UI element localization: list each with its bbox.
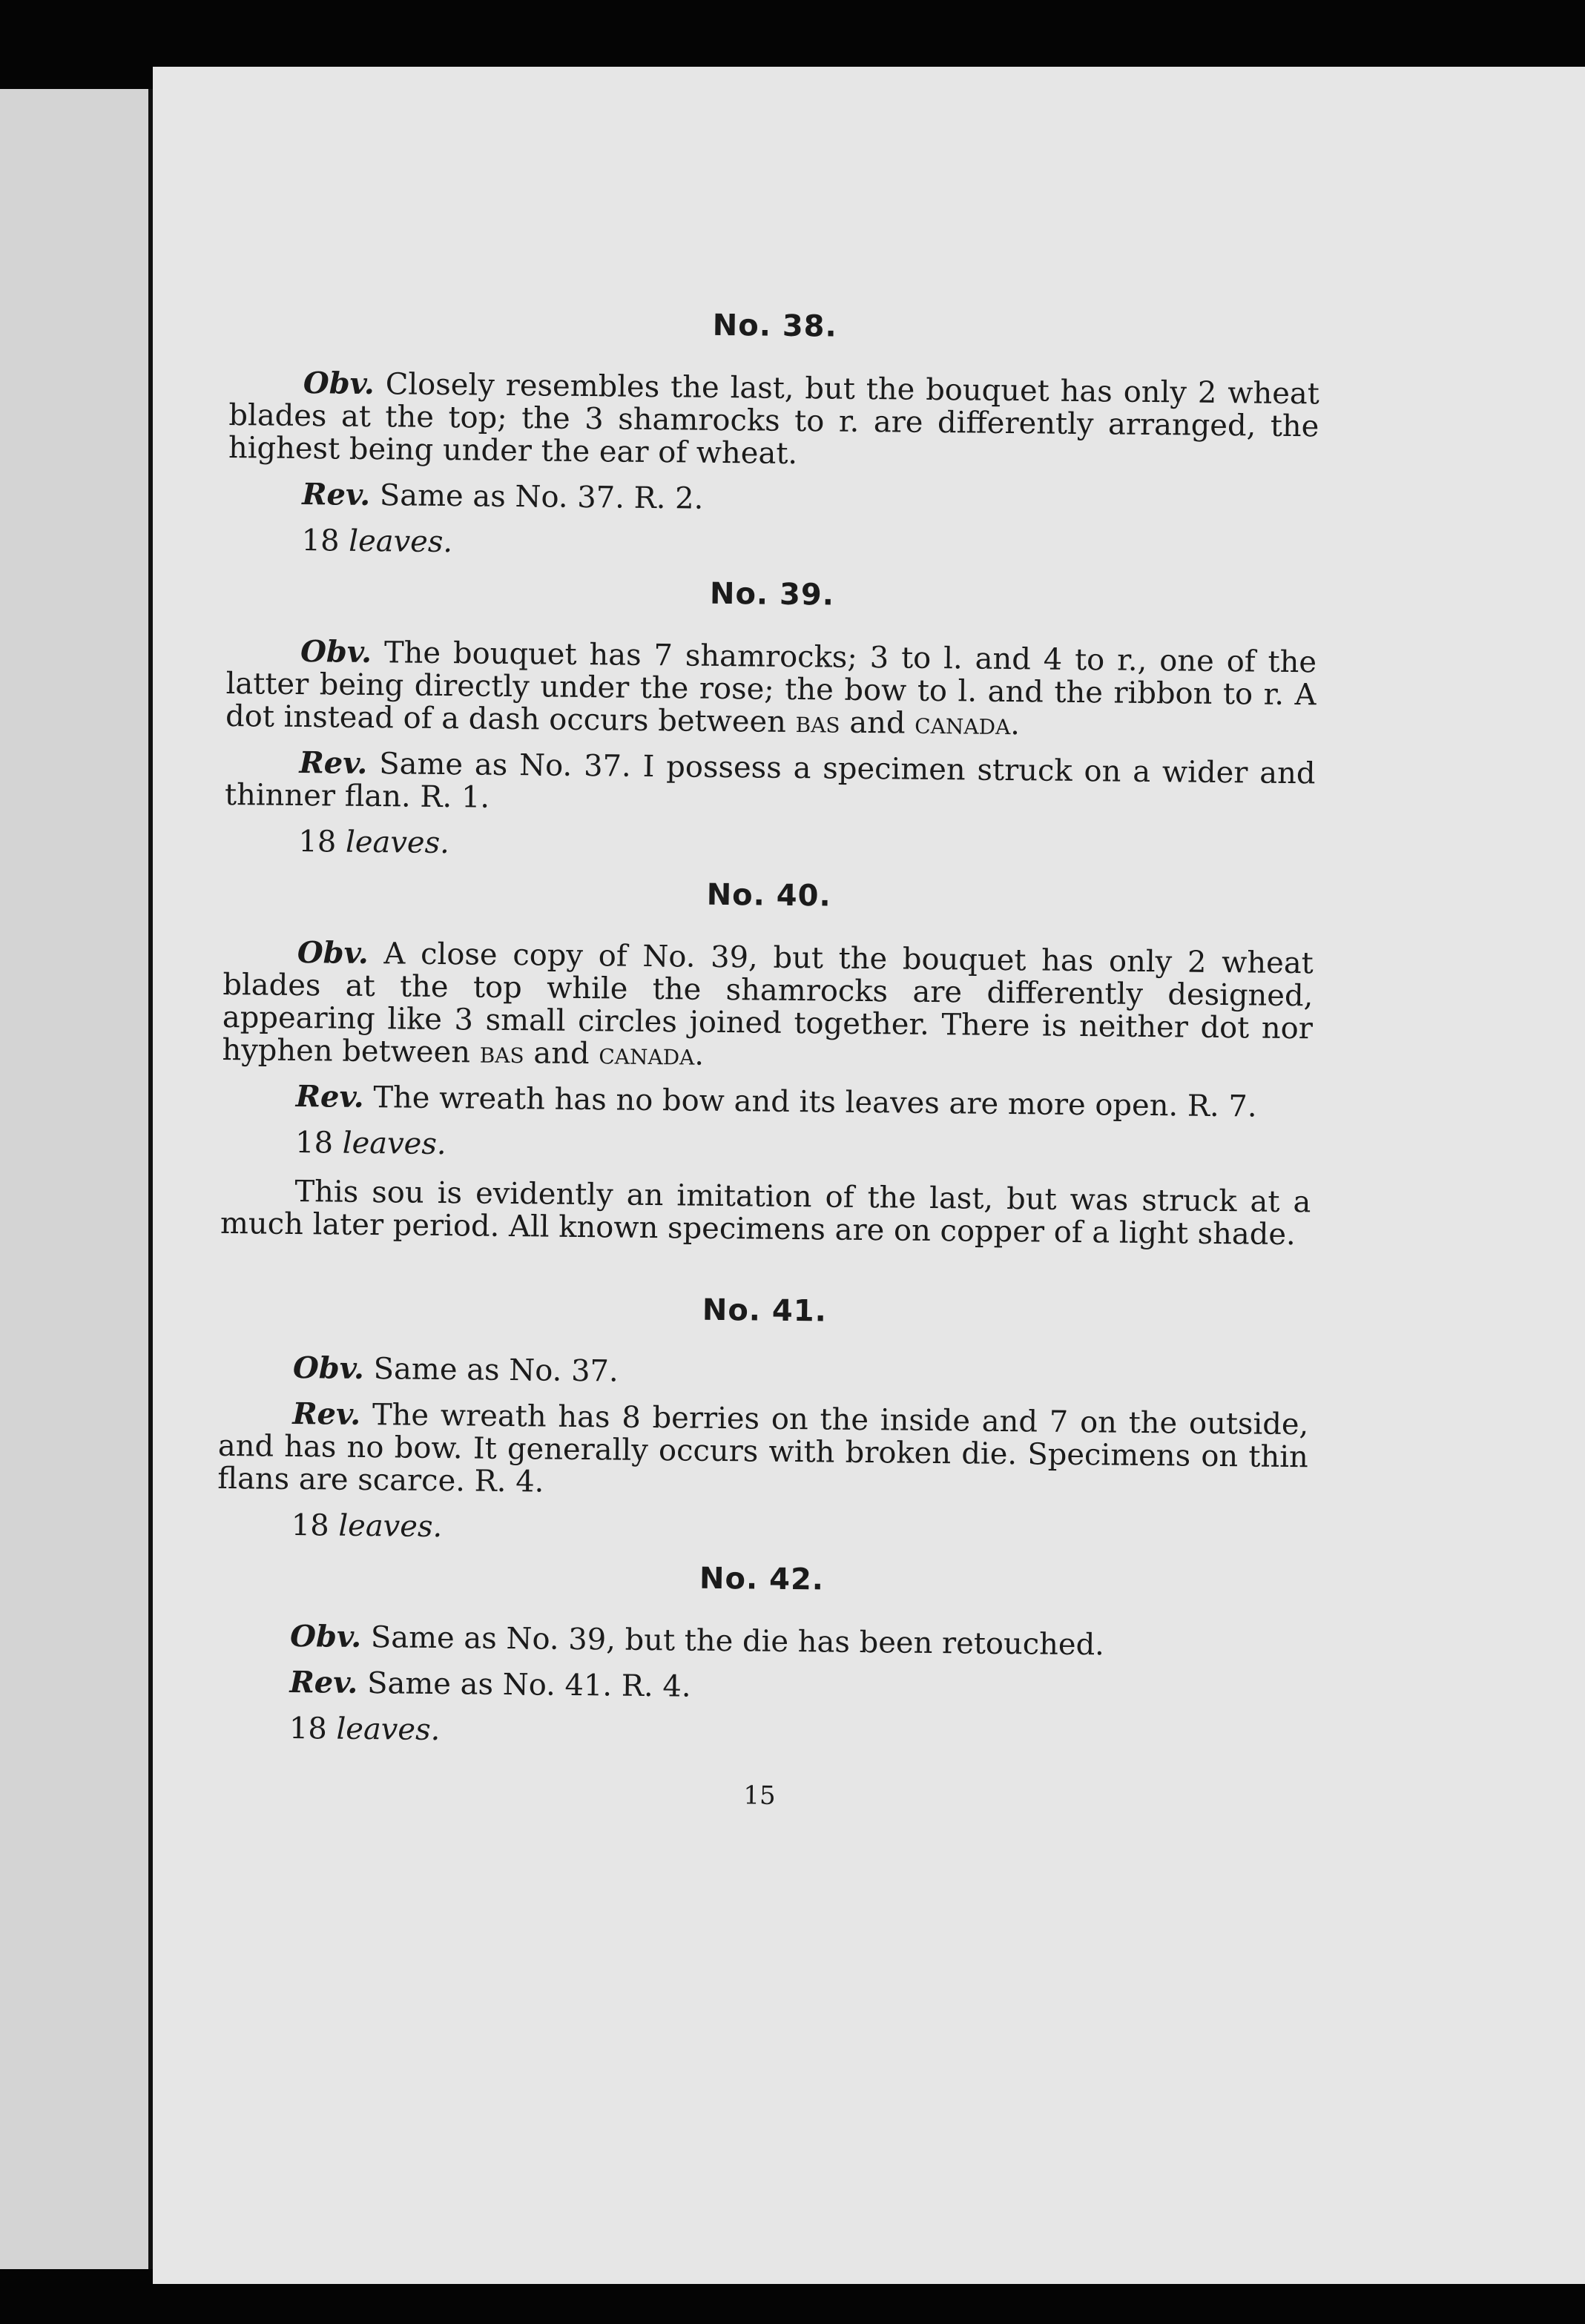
leaves-count [295, 1126, 1311, 1169]
leaves-word: leaves. [342, 1126, 446, 1162]
reverse-text: Same as No. 41. R. 4. [357, 1666, 691, 1704]
leaves-number: 18 [294, 1125, 343, 1161]
legend-word-canada: canada [599, 1037, 695, 1072]
leaves-count [289, 1712, 1305, 1755]
reverse-text: The wreath has no bow and its leaves are more open. R. 7. [363, 1080, 1257, 1124]
obverse-text: Same as No. 39, but the die has been retouched. [360, 1620, 1105, 1663]
reverse-text: Same as No. 37. I possess a specimen struck on a wider and thinner flan. R. 1. [224, 746, 1316, 815]
reverse-label: Rev. [299, 745, 368, 781]
obverse-description [228, 366, 1319, 475]
reverse-label: Rev. [289, 1664, 358, 1700]
obverse-text: Same as No. 37. [363, 1351, 619, 1389]
entry-no-39 [224, 572, 1317, 868]
entry-heading: No. 42. [699, 1561, 825, 1597]
leaves-word: leaves. [349, 524, 453, 560]
obverse-text: Closely resembles the last, but the bouquet has only 2 wheat blades at the top; the 3 shamrocks to r. are differently arranged, the highest being under the ear of wheat. [228, 367, 1320, 472]
leaves-word: leaves. [336, 1711, 441, 1748]
entry-heading: No. 38. [712, 308, 837, 344]
obverse-description [216, 1620, 1306, 1663]
obverse-text: . [694, 1037, 705, 1072]
legend-word-bas: bas [479, 1035, 524, 1071]
obverse-label: Obv. [292, 1350, 365, 1386]
obverse-text: The bouquet has 7 shamrocks; 3 to l. and 4 to r., one of the latter being directly under the rose; the bow to l. and the ribbon to r. A dot instead of a dash occurs between [225, 636, 1317, 740]
reverse-text: The wreath has 8 berries on the inside and 7 on the outside, and has no bow. It generally occurs with broken die. Specimens on thin flans are scarce. R. 4. [217, 1397, 1309, 1499]
page-number: 15 [743, 1780, 776, 1811]
reverse-description [222, 1080, 1312, 1123]
entry-heading: No. 41. [702, 1293, 828, 1329]
entry-heading: No. 40. [706, 877, 831, 914]
obverse-label: Obv. [297, 935, 369, 971]
obverse-label: Obv. [303, 366, 375, 402]
reverse-label: Rev. [295, 1078, 364, 1115]
leaves-word: leaves. [338, 1508, 443, 1545]
obverse-description [225, 635, 1317, 744]
reverse-description [228, 478, 1318, 521]
leaves-count [301, 524, 1317, 567]
reverse-label: Rev. [302, 477, 371, 512]
leaves-number: 18 [301, 524, 349, 558]
leaves-number: 18 [291, 1508, 339, 1543]
reverse-label: Rev. [292, 1396, 361, 1432]
entry-no-38 [227, 304, 1319, 567]
entry-heading: No. 39. [709, 576, 835, 613]
leaves-word: leaves. [345, 825, 450, 861]
entry-no-41 [217, 1289, 1310, 1552]
legend-word-bas: bas [795, 705, 840, 740]
reverse-description [225, 746, 1316, 822]
entry-no-42 [215, 1557, 1308, 1755]
page-text-column [214, 304, 1320, 1818]
entry-note: This sou is evidently an imitation of the last, but was struck at a much later period. All known specimens are on copper of a light shade. [220, 1174, 1311, 1252]
reverse-description [217, 1397, 1308, 1506]
obverse-label: Obv. [289, 1618, 362, 1654]
obverse-label: Obv. [300, 634, 372, 670]
obverse-text: A close copy of No. 39, but the bouquet has only 2 wheat blades at the top while the shamrocks are differently designed, appearing like 3 small circles joined together. There is neither dot nor hyphen between [222, 937, 1314, 1070]
entry-no-40 [220, 874, 1314, 1300]
obverse-description [222, 936, 1314, 1077]
facing-page-edge [0, 89, 153, 2269]
obverse-text: . [1010, 707, 1021, 742]
leaves-number: 18 [298, 825, 346, 859]
legend-word-canada: canada [915, 706, 1011, 742]
leaves-count [291, 1509, 1308, 1552]
leaves-number: 18 [289, 1711, 337, 1746]
reverse-description [215, 1666, 1305, 1709]
obverse-text: and [840, 705, 915, 741]
obverse-text: and [524, 1036, 599, 1072]
reverse-text: Same as No. 37. R. 2. [369, 478, 704, 516]
obverse-description [219, 1351, 1309, 1395]
leaves-count [298, 825, 1314, 868]
